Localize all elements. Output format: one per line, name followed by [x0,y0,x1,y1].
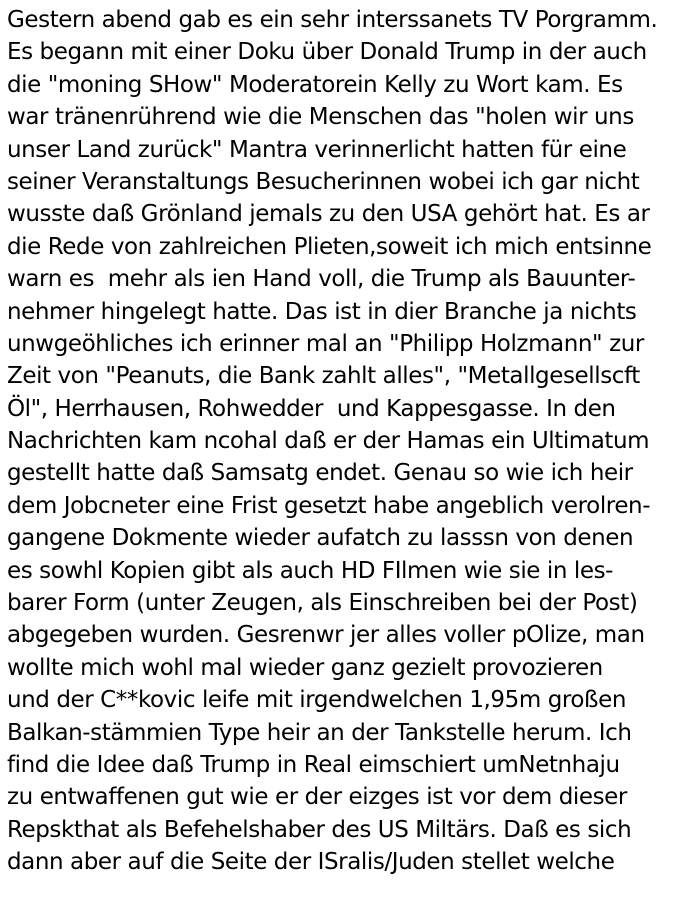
text-line: es sowhl Kopien gibt als auch HD FIlmen wie sie in les- [7,557,614,584]
text-line: seiner Veranstaltungs Besucherinnen wobei ich gar nicht [7,168,640,195]
text-line: Nachrichten kam ncohal daß er der Hamas ein Ultimatum [7,428,650,455]
text-line: barer Form (unter Zeugen, als Einschreiben bei der Post) [7,590,638,617]
text-line: die Rede von zahlreichen Plieten,soweit ich mich entsinne [7,233,652,260]
text-line: gestellt hatte daß Samsatg endet. Genau so wie ich heir [7,460,633,487]
text-line: Öl", Herrhausen, Rohwedder und Kappesgasse. In den [7,395,616,422]
text-line: dem Jobcneter eine Frist gesetzt habe angeblich verolren- [7,492,651,519]
text-line: gangene Dokmente wieder aufatch zu lasssn von denen [7,525,634,552]
text-line: nehmer hingelegt hatte. Das ist in dier Branche ja nichts [7,298,637,325]
text-line: war tränenrührend wie die Menschen das "holen wir uns [7,104,634,131]
text-line: Zeit von "Peanuts, die Bank zahlt alles", "Metallgesellscft [7,363,640,390]
text-line: wusste daß Grönland jemals zu den USA gehört hat. Es ar [7,201,650,228]
text-line: unwgeöhliches ich erinner mal an "Philipp Holzmann" zur [7,330,644,357]
text-line: abgegeben wurden. Gesrenwr jer alles voller pOlize, man [7,622,645,649]
text-line: wollte mich wohl mal wieder ganz gezielt provozieren [7,654,603,681]
text-line: find die Idee daß Trump in Real eimschiert umNetnhaju [7,751,620,778]
text-line: und der C**kovic leife mit irgendwelchen 1,95m großen [7,687,626,714]
text-line: die "moning SHow" Moderatorein Kelly zu Wort kam. Es [7,71,623,98]
text-line: Repskthat als Befehelshaber des US Miltärs. Daß es sich [7,816,632,843]
text-line: dann aber auf die Seite der ISralis/Juden stellet welche [7,849,615,876]
text-line: Gestern abend gab es ein sehr interssanets TV Porgramm. [7,7,658,33]
text-line: warn es mehr als ien Hand voll, die Trump als Bauunter- [7,266,636,293]
text-line: unser Land zurück" Mantra verinnerlicht hatten für eine [7,136,627,163]
text-line: Es begann mit einer Doku über Donald Trump in der auch [7,39,647,66]
text-line: Balkan-stämmien Type heir an der Tankstelle herum. Ich [7,719,632,746]
text-line: zu entwaffenen gut wie er der eizges ist vor dem dieser [7,784,627,811]
